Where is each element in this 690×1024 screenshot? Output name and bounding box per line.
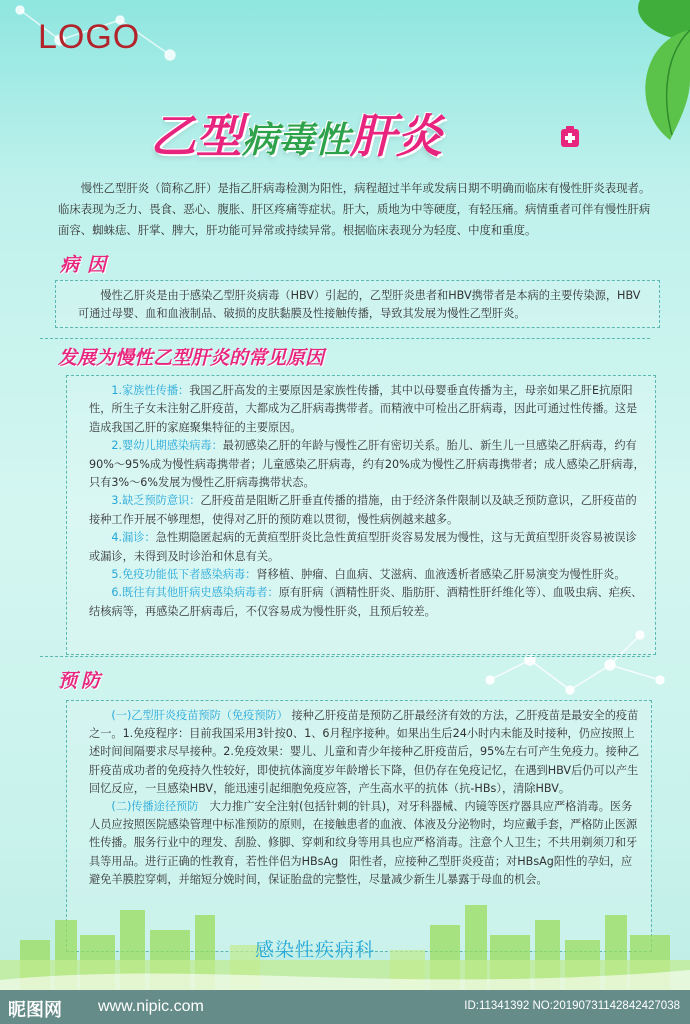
- watermark-logo: 昵图网: [8, 1000, 62, 1021]
- reasons-box: [66, 375, 656, 655]
- title-part-1: 乙型: [150, 109, 242, 163]
- prevention-label: (二)传播途径预防: [111, 800, 199, 814]
- section-title-prevention: 预防: [58, 670, 105, 692]
- reason-text: 最初感染乙肝的年龄与慢性乙肝有密切关系。胎儿、新生儿一旦感染乙肝病毒，约有90%～95%成为慢性病毒携带者；儿童感染乙肝病毒，约有20%成为慢性乙肝病毒携带者；成人感染乙肝病毒，只有3%～6%发展为慢性乙肝病毒携带状态。: [89, 439, 645, 490]
- logo-text: LOGO: [38, 18, 141, 56]
- watermark-id: ID:11341392 NO:20190731142842427038: [464, 1000, 680, 1012]
- reason-text: 乙肝疫苗是阻断乙肝垂直传播的措施，由于经济条件限制以及缺乏预防意识，乙肝疫苗的接种工作开展不够理想，使得对乙肝的预防难以贯彻，慢性病例越来越多。: [89, 494, 637, 526]
- watermark-bar: [0, 990, 690, 1024]
- reason-label: 5.免疫功能低下者感染病毒：: [111, 568, 257, 582]
- prevention-text: 接种乙肝疫苗是预防乙肝最经济有效的方法，乙肝疫苗是最安全的疫苗之一。1.免疫程序：目前我国采用3针按0、1、6月程序接种。如果出生后24小时内未能及时接种，仍应按照上述时间间隔要求尽早接种。2.免疫效果：婴儿、儿童和青少年接种乙肝疫苗后，95%左右可产生免疫力。接种乙肝疫苗成功者的免疫持久性较好，即使抗体滴度岁年龄增长下降，但仍存在免疫记忆，在遇到HBV后仍可以产生回忆反应，一旦感染HBV，能迅速引起细胞免疫应答，产生高水平的抗体（抗-HBs），清除HBV。: [89, 709, 640, 795]
- page-title: [150, 100, 590, 163]
- reason-text: 急性期隐匿起病的无黄疸型肝炎比急性黄疸型肝炎容易发展为慢性，这与无黄疸型肝炎容易被误诊或漏诊，未得到及时诊治和休息有关。: [89, 531, 637, 563]
- title-part-4: 肝炎: [350, 109, 443, 163]
- reason-item: [89, 382, 645, 437]
- reason-item: [89, 566, 645, 584]
- divider-1: [40, 338, 650, 339]
- department-name: 感染性疾病科: [255, 939, 376, 961]
- leaves-decoration: [580, 0, 690, 150]
- medical-box-icon: [560, 126, 580, 148]
- reason-label: 1.家族性传播：: [111, 384, 190, 397]
- reason-item: [89, 584, 645, 621]
- title-part-3: 性: [314, 120, 351, 161]
- prevention-item: [89, 798, 641, 889]
- reason-text: 肾移植、肿瘤、白血病、艾滋病、血液透析者感染乙肝易演变为慢性肝炎。: [256, 568, 626, 582]
- reason-label: 4.漏诊：: [111, 531, 156, 545]
- reason-item: [89, 437, 645, 492]
- section-title-cause: 病因: [60, 254, 115, 276]
- intro-paragraph: 慢性乙型肝炎（简称乙肝）是指乙肝病毒检测为阳性，病程超过半年或发病日期不明确而临床有慢性肝炎表现者。临床表现为乏力、畏食、恶心、腹胀、肝区疼痛等症状。肝大，质地为中等硬度，有轻压痛。病情重者可伴有慢性肝病面容、蜘蛛痣、肝掌、脾大，肝功能可异常或持续异常。根据临床表现分为轻度、中度和重度。: [58, 181, 651, 237]
- watermark-url: www.nipic.com: [98, 998, 204, 1015]
- section-title-reasons: 发展为慢性乙型肝炎的常见原因: [58, 347, 325, 369]
- reason-item: [89, 529, 645, 566]
- reason-label: 3.缺乏预防意识：: [111, 494, 201, 508]
- reason-label: 2.婴幼儿期感染病毒：: [111, 439, 223, 453]
- prevention-label: (一)乙型肝炎疫苗预防（免疫预防）: [111, 709, 288, 722]
- prevention-text: 大力推广安全注射(包括针刺的针具)，对牙科器械、内镜等医疗器具应严格消毒。医务人员应按照医院感染管理中标准预防的原则，在接触患者的血液、体液及分泌物时，均应戴手套，严格防止医源性传播。服务行业中的理发、刮脸、修脚、穿刺和纹身等用具也应严格消毒。注意个人卫生；不共用剃须刀和牙具等用品。进行正确的性教育，若性伴侣为HBsAg 阳性者，应接种乙型肝炎疫苗；对HBsAg阳性的孕妇，应避免羊膜腔穿刺，并缩短分娩时间，保证胎盘的完整性，尽量减少新生儿暴露于母血的机会。: [89, 800, 638, 886]
- prevention-item: [89, 707, 641, 798]
- title-part-2: 病毒: [242, 120, 315, 161]
- divider-2: [40, 656, 650, 657]
- cause-box: [55, 280, 660, 328]
- cause-text: 慢性乙肝炎是由于感染乙型肝炎病毒（HBV）引起的，乙型肝炎患者和HBV携带者是本病的主要传染源，HBV可通过母婴、血和血液制品、破损的皮肤黏膜及性接触传播，导致其发展为慢性乙型肝炎。: [78, 289, 641, 320]
- reason-text: 我国乙肝高发的主要原因是家族性传播，其中以母婴垂直传播为主，母亲如果乙肝E抗原阳性，所生子女未注射乙肝疫苗，大都成为乙肝病毒携带者。而精液中可检出乙肝病毒，因此可通过性传播。这是造成我国乙肝的家庭聚集特征的主要原因。: [89, 384, 638, 434]
- reason-text: 原有肝病（酒精性肝炎、脂肪肝、酒精性肝纤维化等）、血吸虫病、疟疾、结核病等，再感染乙肝病毒后，不仅容易成为慢性肝炎，且预后较差。: [89, 586, 643, 618]
- reason-item: [89, 492, 645, 529]
- reason-label: 6.既往有其他肝病史感染病毒者：: [111, 586, 279, 600]
